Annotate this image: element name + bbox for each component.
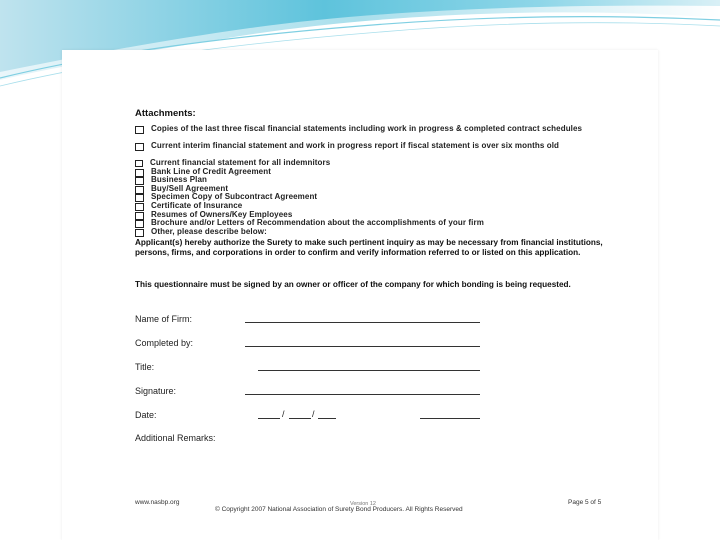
additional-remarks-label: Additional Remarks: — [135, 433, 216, 443]
checkbox[interactable] — [135, 203, 144, 211]
completed-by-label: Completed by: — [135, 338, 194, 348]
footer-version: Version 12 — [350, 501, 376, 507]
attachment-label: Current financial statement for all indemnitors — [150, 158, 331, 167]
date-separator: / — [312, 409, 315, 419]
footer-website: www.nasbp.org — [135, 499, 180, 506]
name-of-firm-line[interactable] — [245, 322, 480, 323]
signature-requirement: This questionnaire must be signed by an owner or officer of the company for which bonding is being requested. — [135, 280, 571, 289]
date-label: Date: — [135, 410, 157, 420]
date-day-line[interactable] — [289, 418, 311, 419]
completed-by-line[interactable] — [245, 346, 480, 347]
attachment-item — [135, 125, 625, 142]
attachment-item — [135, 142, 625, 159]
date-separator: / — [282, 409, 285, 419]
checkbox[interactable] — [135, 220, 144, 228]
checkbox[interactable] — [135, 186, 144, 194]
attachment-label: Business Plan — [151, 175, 207, 185]
date-year-line[interactable] — [318, 418, 336, 419]
footer-page-number: Page 5 of 5 — [568, 499, 602, 506]
attachment-label: Bank Line of Credit Agreement — [151, 166, 271, 176]
attachment-label: Brochure and/or Letters of Recommendation about the accomplishments of your firm — [151, 218, 484, 228]
attachment-label: Current interim financial statement and work in progress report if fiscal statement is over six months old — [151, 141, 560, 150]
signature-line[interactable] — [245, 394, 480, 395]
attachment-label: Copies of the last three fiscal financial statements including work in progress & completed contract schedules — [151, 124, 583, 133]
authorization-statement: Applicant(s) hereby authorize the Surety to make such pertinent inquiry as may be necessary from financial institutions, persons, firms, and corporations in order to confirm and verify information referred to or listed on this application. — [135, 238, 603, 257]
date-extra-line — [420, 418, 480, 419]
name-of-firm-label: Name of Firm: — [135, 314, 193, 324]
attachment-label: Buy/Sell Agreement — [151, 183, 229, 193]
checkbox[interactable] — [135, 169, 144, 177]
checkbox[interactable] — [135, 212, 144, 220]
checkbox[interactable] — [135, 143, 144, 151]
checkbox[interactable] — [135, 126, 144, 134]
attachment-item — [135, 168, 625, 177]
checkbox[interactable] — [135, 229, 144, 237]
attachment-label: Specimen Copy of Subcontract Agreement — [151, 192, 318, 202]
attachment-item — [135, 228, 625, 237]
checkbox[interactable] — [135, 194, 144, 202]
attachment-label: Resumes of Owners/Key Employees — [151, 209, 293, 219]
title-label: Title: — [135, 362, 155, 372]
date-month-line[interactable] — [258, 418, 280, 419]
attachment-label: Other, please describe below: — [151, 226, 267, 236]
checkbox[interactable] — [135, 177, 144, 185]
attachments-heading: Attachments: — [135, 108, 196, 119]
checkbox[interactable] — [135, 160, 143, 167]
attachments-list — [135, 125, 625, 236]
footer-copyright: © Copyright 2007 National Association of Surety Bond Producers. All Rights Reserved — [215, 506, 463, 513]
title-line[interactable] — [258, 370, 480, 371]
signature-label: Signature: — [135, 386, 177, 396]
attachment-label: Certificate of Insurance — [151, 200, 243, 210]
